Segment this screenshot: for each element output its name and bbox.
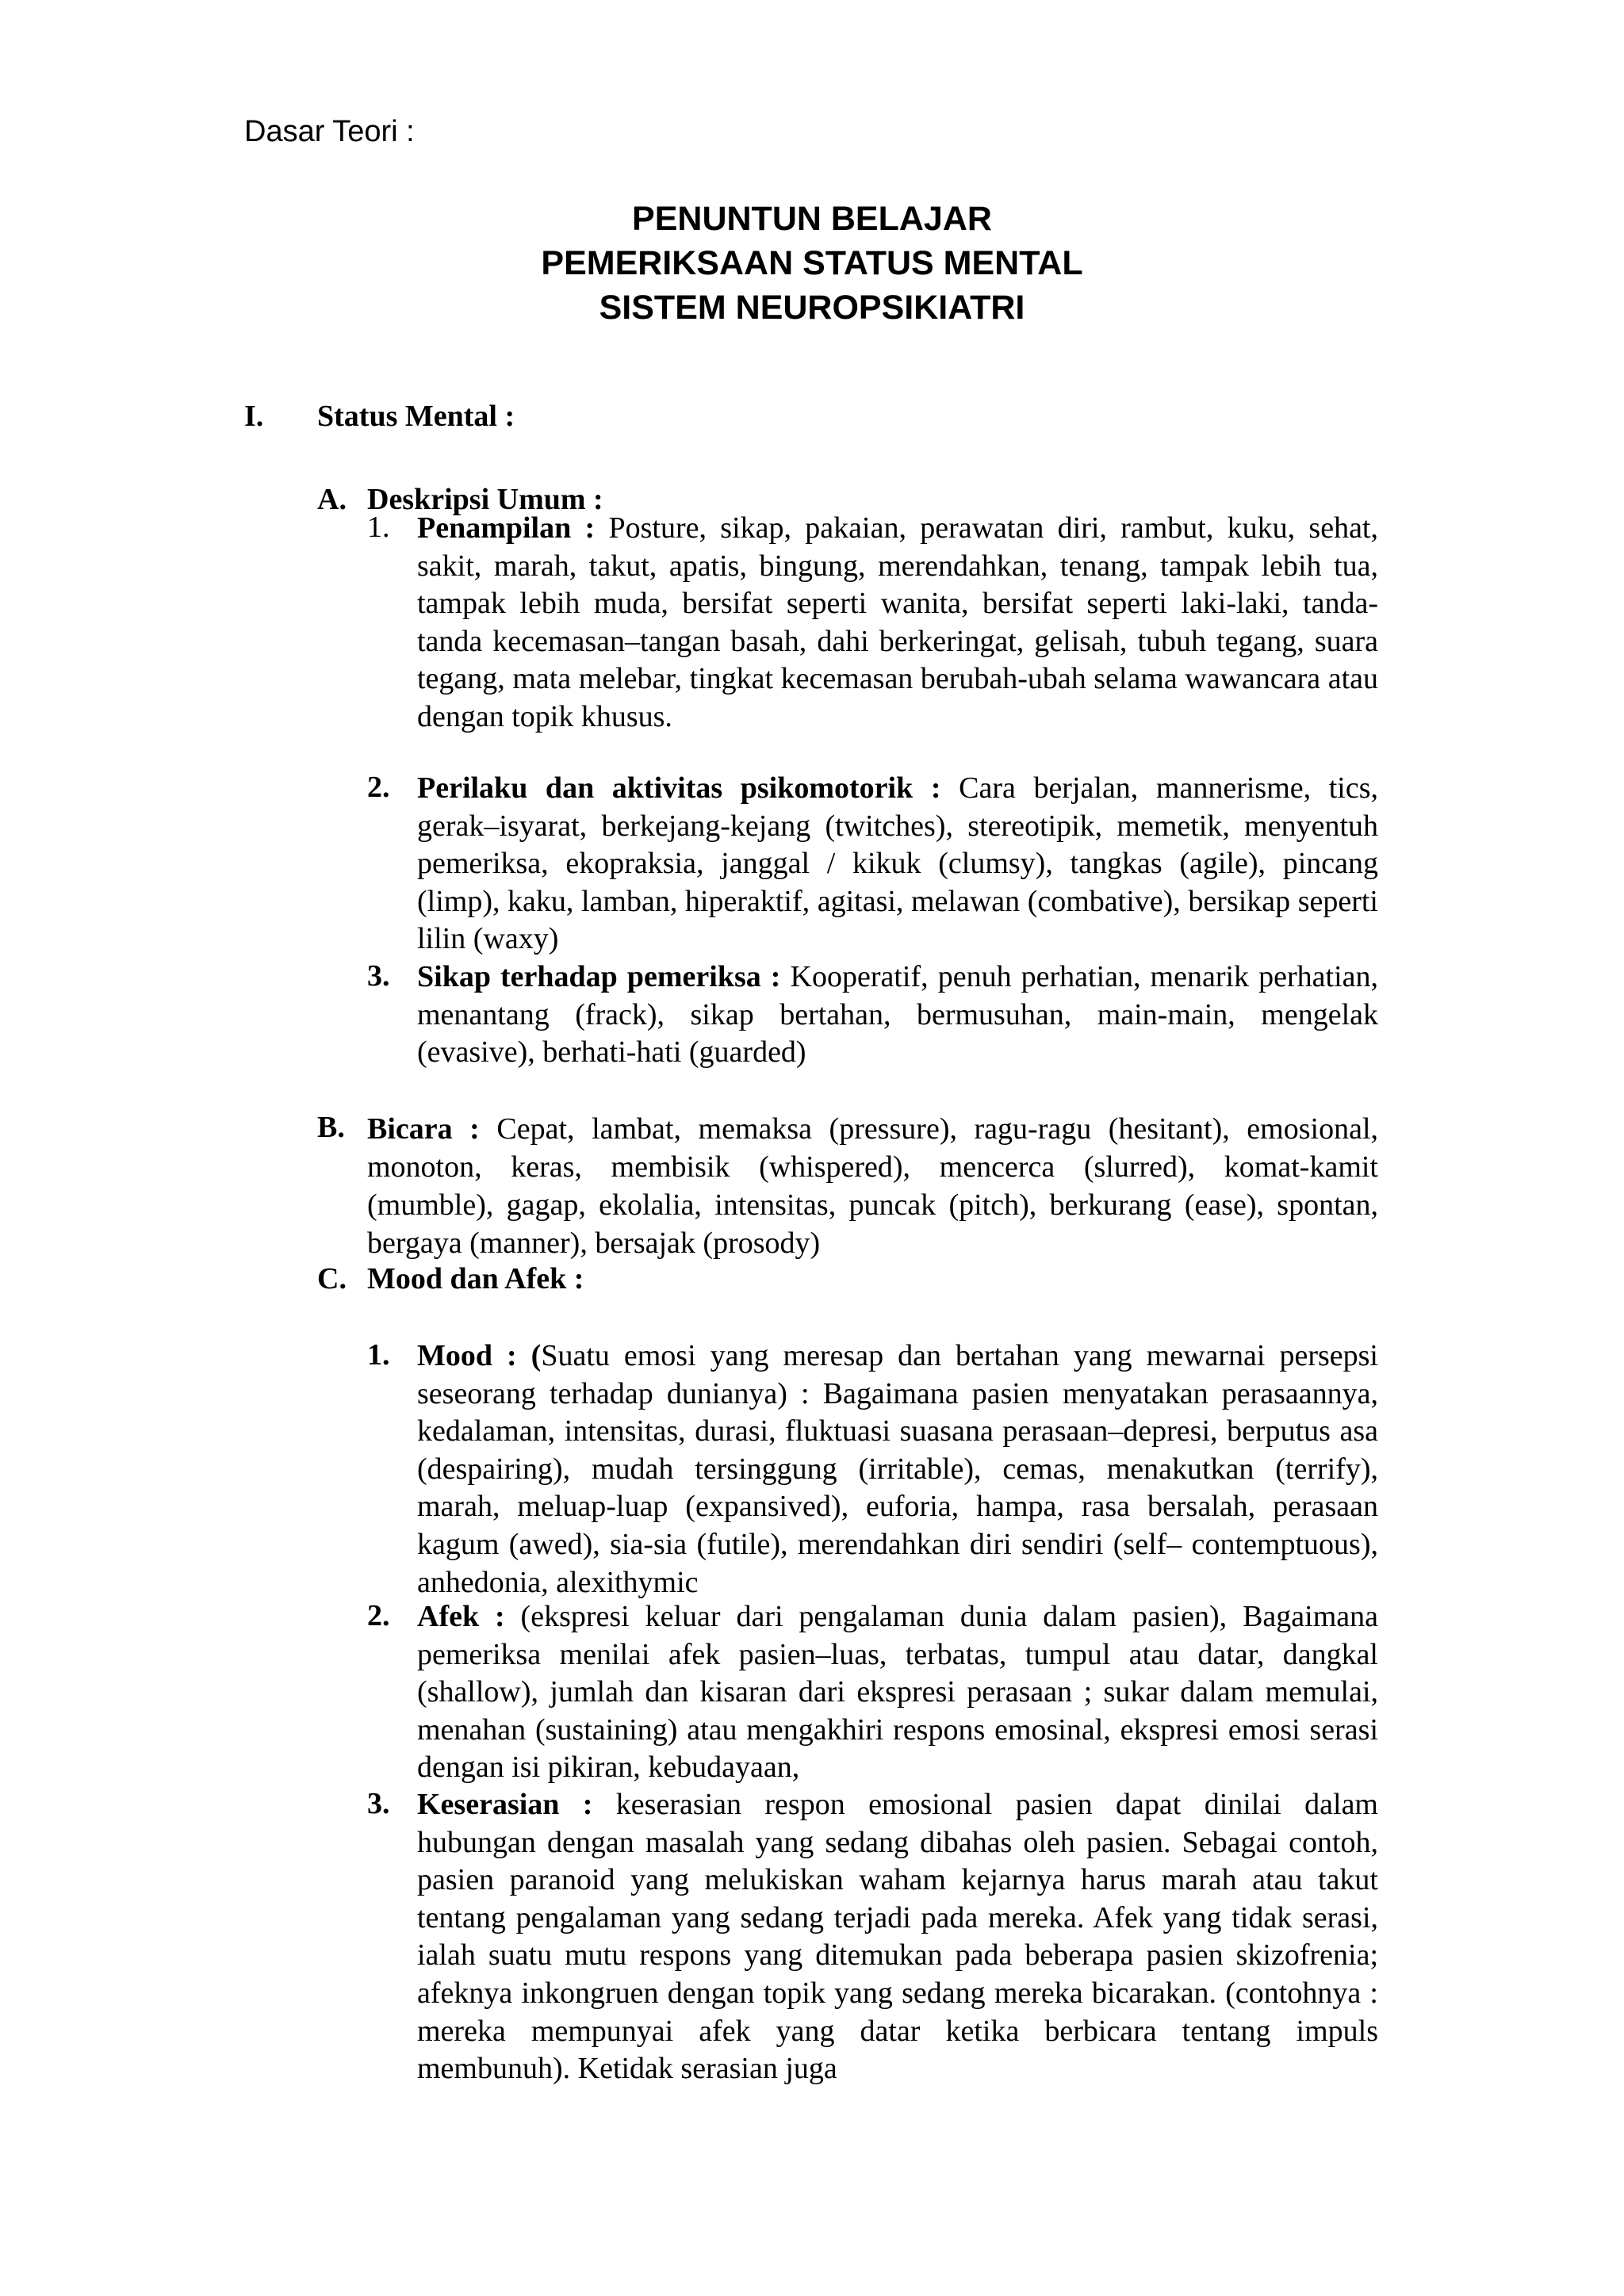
section-number: I. [244,400,264,433]
c-item-2-paragraph [417,1598,1378,1787]
c-item-2-title: Afek : [417,1600,505,1633]
section-label: Status Mental : [317,400,515,433]
c-item-2-text: (ekspresi keluar dari pengalaman dunia dalam pasien), Bagaimana pemeriksa menilai afek pasien–luas, terbatas, tumpul atau datar, dangkal (shallow), jumlah dan kisaran dari ekspresi perasaan ; sukar dalam memulai, menahan (sustaining) atau mengakhiri respons emosinal, ekspresi emosi serasi dengan isi pikiran, kebudayaan, [417,1600,1378,1785]
a-item-3-text: Kooperatif, penuh perhatian, menarik perhatian, menantang (frack), sikap bertahan, bermusuhan, main-main, mengelak (evasive), berhati-hati (guarded) [417,960,1378,1070]
c-item-3-title: Keserasian : [417,1788,593,1821]
title-line-2: PEMERIKSAAN STATUS MENTAL [541,244,1083,282]
c-item-1-number: 1. [367,1338,390,1372]
c-item-2-number: 2. [367,1599,390,1632]
subsection-b-text: Cepat, lambat, memaksa (pressure), ragu-ragu (hesitant), emosional, monoton, keras, membisik (whispered), mencerca (slurred), komat-kamit (mumble), gagap, ekolalia, intensitas, puncak (pitch), berkurang (ease), spontan, bergaya (manner), bersajak (prosody) [367,1112,1379,1260]
subsection-b-letter: B. [317,1111,345,1144]
a-item-1-number: 1. [367,511,390,544]
c-item-1-title: Mood : ( [417,1339,542,1372]
c-item-3-number: 3. [367,1787,390,1820]
subsection-a-letter: A. [317,483,347,516]
a-item-2-title: Perilaku dan aktivitas psikomotorik : [417,771,941,805]
a-item-2-paragraph [417,770,1378,959]
subsection-b-paragraph [367,1110,1378,1262]
subsection-b-label: Bicara : [367,1112,480,1146]
a-item-3-number: 3. [367,959,390,993]
title-line-1: PENUNTUN BELAJAR [632,200,992,238]
a-item-3-title: Sikap terhadap pemeriksa : [417,960,781,993]
a-item-2-number: 2. [367,771,390,804]
title-line-3: SISTEM NEUROPSIKIATRI [599,289,1025,327]
c-item-3-text: keserasian respon emosional pasien dapat dinilai dalam hubungan dengan masalah yang sedang dibahas oleh pasien. Sebagai contoh, pasien paranoid yang melukiskan waham kejarnya harus marah atau takut tentang pengalaman yang sedang terjadi pada mereka. Afek yang tidak serasi, ialah suatu mutu respons yang ditemukan pada beberapa pasien skizofrenia; afeknya inkongruen dengan topik yang sedang mereka bicarakan. (contohnya : mereka mempunyai afek yang datar ketika berbicara tentang impuls membunuh). Ketidak serasian juga [417,1788,1378,2086]
c-item-1-paragraph [417,1337,1378,1601]
subsection-a-label: Deskripsi Umum : [367,483,603,516]
a-item-3-paragraph [417,959,1378,1072]
header-dasar-teori: Dasar Teori : [244,115,415,148]
c-item-3-paragraph [417,1786,1378,2088]
a-item-1-text: Posture, sikap, pakaian, perawatan diri, rambut, kuku, sehat, sakit, marah, takut, apatis, bingung, merendahkan, tenang, tampak lebih tua, tampak lebih muda, bersifat seperti wanita, bersifat seperti laki-laki, tanda-tanda kecemasan–tangan basah, dahi berkeringat, gelisah, tubuh tegang, suara tegang, mata melebar, tingkat kecemasan berubah-ubah selama wawancara atau dengan topik khusus. [417,511,1378,733]
subsection-c-label: Mood dan Afek : [367,1262,584,1295]
a-item-2-text: Cara berjalan, mannerisme, tics, gerak–isyarat, berkejang-kejang (twitches), stereotipik, memetik, menyentuh pemeriksa, ekopraksia, janggal / kikuk (clumsy), tangkas (agile), pincang (limp), kaku, lamban, hiperaktif, agitasi, melawan (combative), bersikap seperti lilin (waxy) [417,771,1378,956]
document-title [0,197,1624,330]
c-item-1-text: Suatu emosi yang meresap dan bertahan yang mewarnai persepsi seseorang terhadap dunianya) : Bagaimana pasien menyatakan perasaannya, kedalaman, intensitas, durasi, fluktuasi suasana perasaan–depresi, berputus asa (despairing), mudah tersinggung (irritable), cemas, menakutkan (terrify), marah, meluap-luap (expansived), euforia, hampa, rasa bersalah, perasaan kagum (awed), sia-sia (futile), merendahkan diri sendiri (self– contemptuous), anhedonia, alexithymic [417,1339,1378,1599]
a-item-1-title: Penampilan : [417,511,596,545]
subsection-c-letter: C. [317,1262,347,1295]
a-item-1-paragraph [417,510,1378,737]
